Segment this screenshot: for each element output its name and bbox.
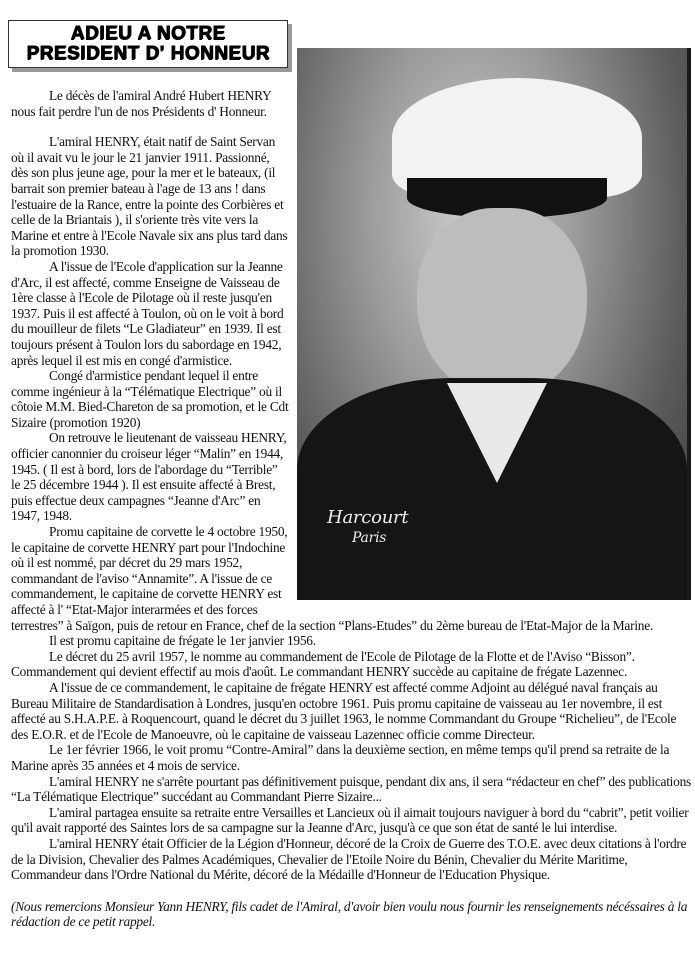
title-line-2: PRESIDENT D' HONNEUR [26, 43, 270, 64]
paragraph: L'amiral HENRY, était natif de Saint Servan où il avait vu le jour le 21 janvier 1911. Passionné, dès son plus jeune age, pour la mer et le bateaux, (il barrait son premier bateau à l'age de 13 ans ! dans l'estuaire de la Rance, entre la pointe des Corbières et celle de la Briantais ), il s'oriente très vite vers la Marine et entre à l'Ecole Navale six ans plus tard dans la promotion 1930. [11, 134, 288, 259]
acknowledgement-note: (Nous remercions Monsieur Yann HENRY, fils cadet de l'Amiral, d'avoir bien voulu nous fournir les renseignements nécéssaires à la rédaction de ce petit rappel. [11, 898, 688, 930]
paragraph: Le 1er février 1966, le voit promu “Contre-Amiral” dans la deuxième section, en même temps qu'il prend sa retraite de la Marine après 35 années et 4 mois de service. [11, 742, 670, 773]
paragraph: Congé d'armistice pendant lequel il entre comme ingénieur à la “Télématique Electrique” où il côtoie M.M. Bied-Chareton de sa promotion, et le Cdt Sizaire (promotion 1920) [11, 368, 289, 430]
paragraph: Promu capitaine de corvette le 4 octobre 1950, le capitaine de corvette HENRY part pour l'Indochine où il est nommé, par décret du 29 mars 1952, commandant de l'aviso “Annamite”. A l'issue de ce commandement, le capitaine de corvette HENRY est affecté à l' “Etat-Major interarmées et des forces terrestres” à Saïgon, puis de retour en France, chef de la section “Plans-Etudes” du 2ème bureau de l'Etat-Major de la Marine. [11, 524, 654, 633]
face-shape [417, 208, 587, 398]
paragraph: Il est promu capitaine de frégate le 1er janvier 1956. [49, 633, 316, 649]
paragraph: On retrouve le lieutenant de vaisseau HENRY, officier canonnier du croiseur léger “Malin” en 1944, 1945. ( Il est à bord, lors de l'abordage du “Terrible” le 25 décembre 1944 ). Il est ensuite affecté à Brest, puis effectue deux campagnes “Jeanne d'Arc” en 1947, 1948. [11, 430, 287, 524]
title-line-1: ADIEU A NOTRE [70, 23, 226, 44]
photographer-signature: Harcourt Paris [327, 507, 409, 546]
paragraph: L'amiral partagea ensuite sa retraite entre Versailles et Lancieux où il aimait toujours naviguer à bord du “cabrit”, petit voilier qu'il avait rapporté des Saintes lors de sa campagne sur la Jeanne d'Arc, jusqu'à ce que son état de santé le lui interdise. [11, 804, 689, 836]
article-title-box [8, 20, 288, 68]
paragraph: A l'issue de ce commandement, le capitaine de frégate HENRY est affecté comme Adjoint au délégué naval français au Bureau Militaire de Standardisation à Londres, jusqu'en octobre 1961. Puis promu capitaine de vaisseau au 1er novembre, il est affecté au S.H.A.P.E. à Roquencourt, quand le décret du 3 juillet 1963, le nomme Commandant du Groupe “Richelieu”, de l'Ecole des E.O.R. et de l'Ecole de Manoeuvre, où le capitaine de vaisseau Lazennec officie comme Directeur. [11, 679, 677, 742]
paragraph: Le décès de l'amiral André Hubert HENRY nous fait perdre l'un de nos Présidents d' Honneur. [11, 88, 271, 119]
paragraph: A l'issue de l'Ecole d'application sur la Jeanne d'Arc, il est affecté, comme Enseigne de Vaisseau de 1ère classe à l'Ecole de Pilotage où il reste jusqu'en 1937. Puis il est affecté à Toulon, où on le voit à bord du mouilleur de filets “Le Gladiateur” en 1939. Il est toujours présent à Toulon lors du sabordage en 1942, après lequel il est mis en congé d'armistice. [11, 258, 284, 368]
paragraph: Le décret du 25 avril 1957, le nomme au commandement de l'Ecole de Pilotage de la Flotte et de l'Aviso “Bisson”. Commandement qui devient effectif au mois d'août. Le commandant HENRY succède au capitaine de frégate Lazennec. [11, 648, 635, 680]
paragraph: L'amiral HENRY ne s'arrête pourtant pas définitivement puisque, pendant dix ans, il sera “rédacteur en chef” des publications “La Télématique Electrique” succédant au Commandant Pierre Sizaire... [11, 773, 692, 805]
paragraph: L'amiral HENRY était Officier de la Légion d'Honneur, décoré de la Croix de Guerre des T.O.E. avec deux citations à l'ordre de la Division, Chevalier des Palmes Académiques, Chevalier de l'Etoile Noire du Bénin, Chevalier du Mérite Maritime, Commandeur dans l'Ordre National du Mérite, décoré de la Médaille d'Honneur de l'Education Physique. [11, 835, 687, 883]
article-body [11, 88, 691, 930]
portrait-photo [297, 48, 691, 600]
